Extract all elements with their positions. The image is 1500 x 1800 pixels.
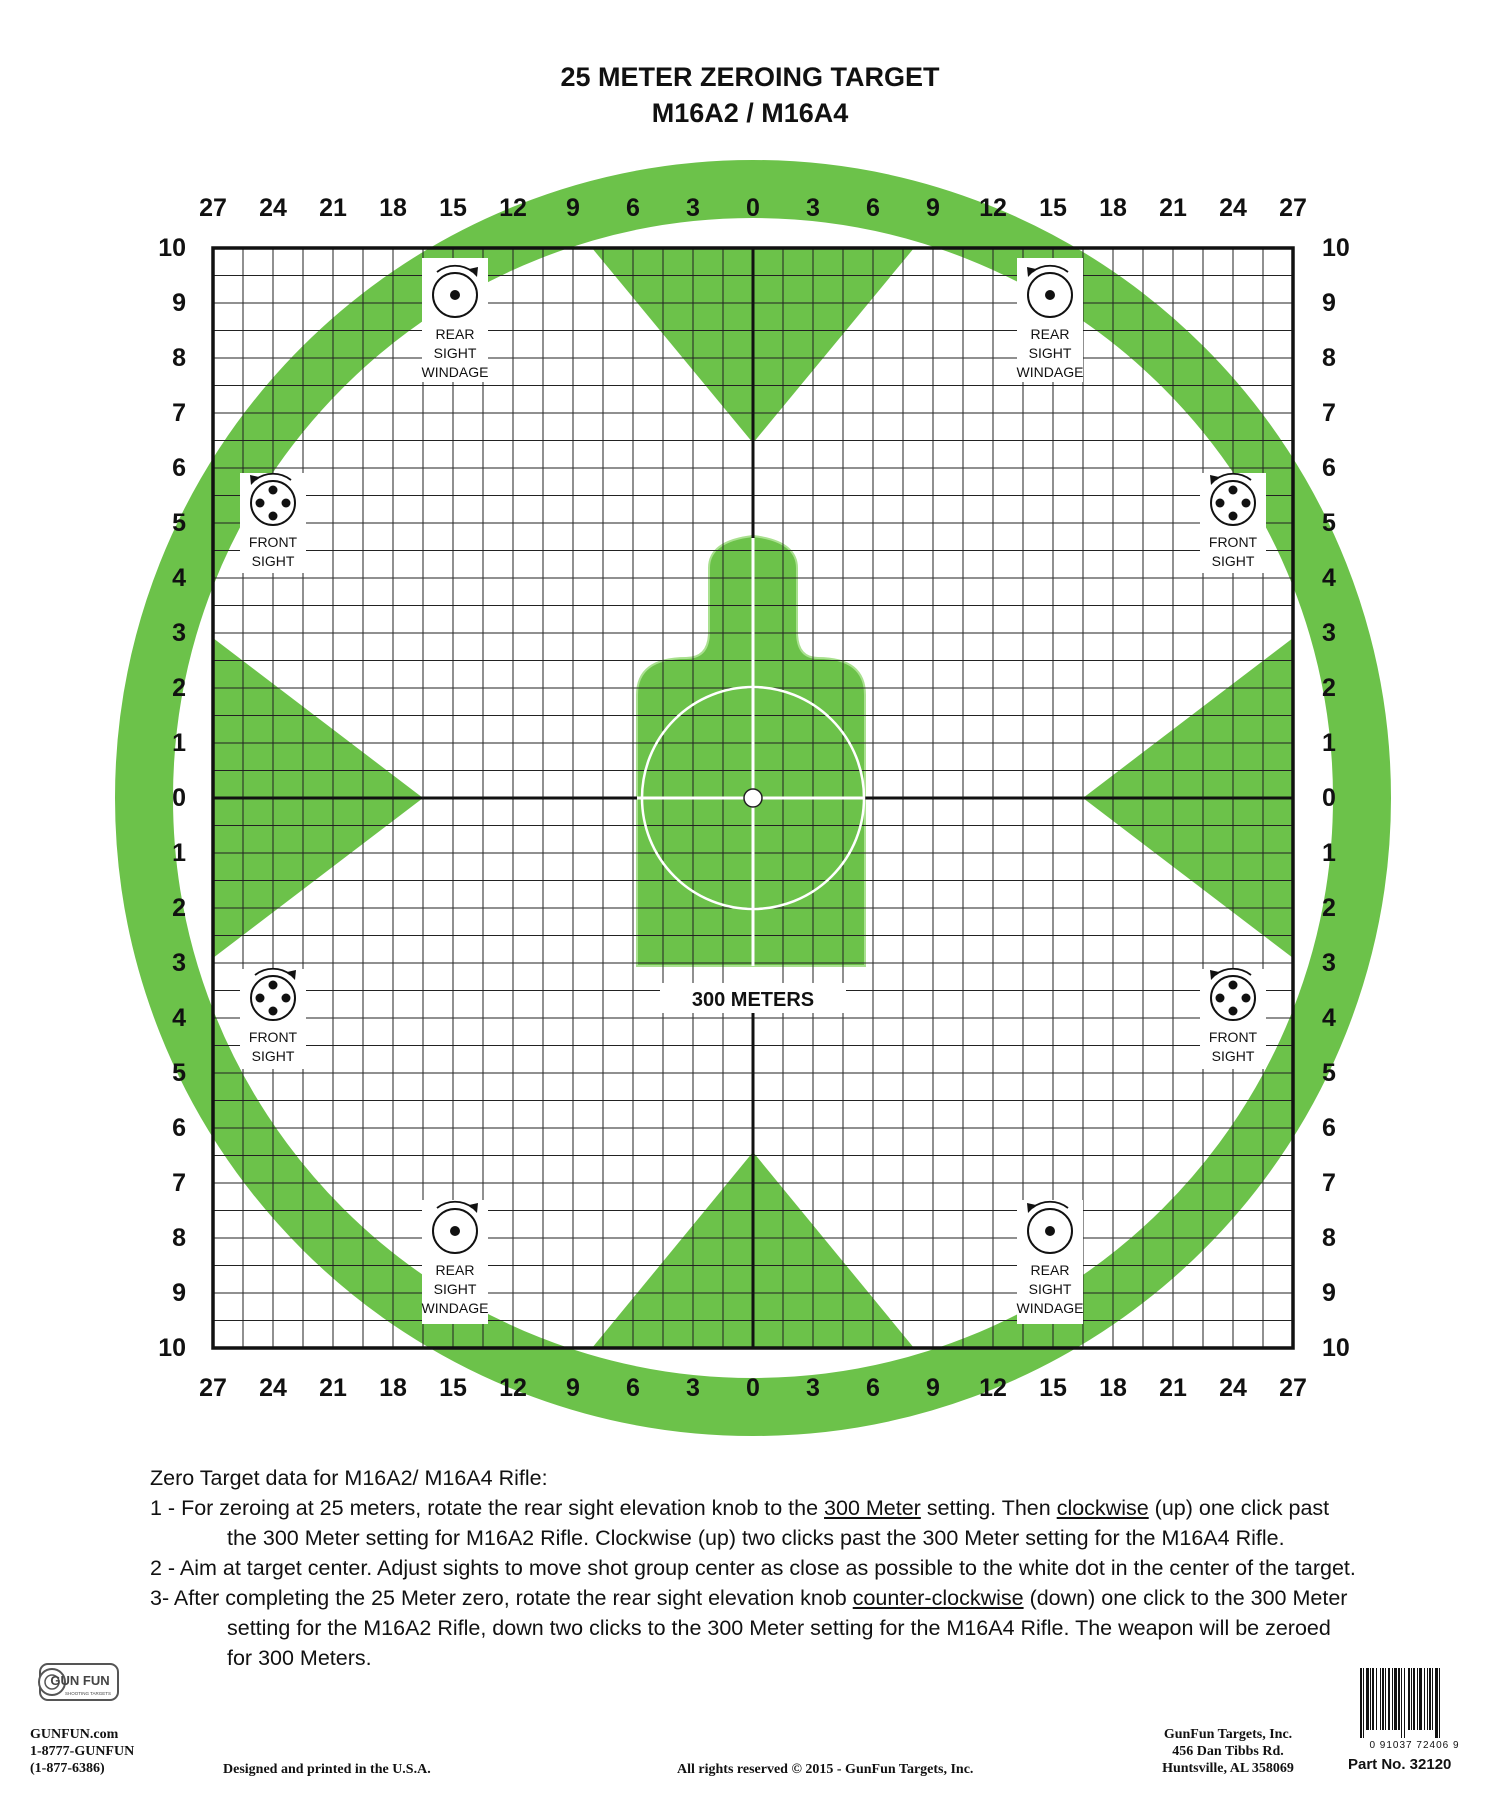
barcode-bar [1417,1668,1418,1730]
y-tick-label: 1 [172,729,186,757]
barcode-bar [1427,1668,1428,1730]
phone-vanity: 1-8777-GUNFUN [30,1744,135,1759]
y-tick-label: 4 [172,1004,186,1032]
y-tick-label: 9 [172,289,186,317]
barcode-bar [1401,1668,1402,1738]
barcode-bar [1429,1668,1431,1730]
x-tick-label: 21 [1159,1374,1187,1402]
x-tick-label: 15 [439,1374,467,1402]
adjuster-label: FRONT [1208,1029,1258,1045]
y-tick-label: 5 [172,1059,186,1087]
contact-block [30,1726,134,1777]
y-tick-label: 7 [1322,1169,1336,1197]
y-tick-label: 1 [172,839,186,867]
y-tick-label: 7 [172,399,186,427]
y-tick-label: 7 [172,1169,186,1197]
barcode-bar [1419,1668,1422,1730]
x-tick-label: 21 [319,194,347,222]
instruction-step-3: 3- After completing the 25 Meter zero, rotate the rear sight elevation knob counter-clockwise (down) one click to the 300 Meter setting for the M16A2 Rifle, down two clicks to the 300 Meter setting for the M16A4 Rifle. The weapon will be zeroed for 300 Meters. [150,1586,1348,1670]
x-tick-label: 9 [566,1374,580,1402]
y-tick-label: 3 [172,949,186,977]
y-tick-label: 6 [1322,454,1336,482]
front-sight-adjuster [1200,969,1266,1069]
x-tick-label: 24 [259,1374,287,1402]
y-tick-label: 8 [1322,344,1336,372]
barcode-bar [1392,1668,1393,1730]
aim-point-dot [744,789,762,807]
instructions [150,1463,1360,1673]
x-tick-label: 0 [746,1374,760,1402]
page-title: 25 METER ZEROING TARGET [560,62,940,92]
y-tick-label: 9 [172,1279,186,1307]
x-tick-label: 18 [1099,1374,1127,1402]
y-tick-label: 3 [1322,949,1336,977]
barcode-bar [1435,1668,1438,1738]
barcode-bar [1398,1668,1400,1730]
barcode-bar [1388,1668,1390,1730]
page-subtitle: M16A2 / M16A4 [651,98,849,128]
adjuster-label: WINDAGE [421,1300,489,1316]
rear-sight-adjuster [422,258,489,382]
adjuster-label: SIGHT [1211,1048,1255,1064]
x-tick-label: 6 [866,1374,880,1402]
adjuster-label: SIGHT [251,1048,295,1064]
adjuster-label: WINDAGE [1016,364,1084,380]
made-in-usa: Designed and printed in the U.S.A. [223,1762,431,1777]
adjuster-label: SIGHT [1211,553,1255,569]
adjuster-label: SIGHT [1028,345,1072,361]
y-tick-label: 10 [158,1334,186,1362]
barcode-bar [1432,1668,1433,1730]
x-tick-label: 3 [686,1374,700,1402]
barcode-bar [1394,1668,1397,1730]
adjuster-label: REAR [1030,326,1070,342]
y-tick-label: 3 [172,619,186,647]
y-tick-label: 2 [1322,674,1336,702]
x-tick-label: 18 [379,1374,407,1402]
adjuster-label: SIGHT [251,553,295,569]
y-tick-label: 5 [1322,509,1336,537]
x-tick-label: 3 [686,194,700,222]
x-tick-label: 6 [626,194,640,222]
y-tick-label: 10 [1322,234,1350,262]
adjuster-label: REAR [1030,1262,1070,1278]
front-sight-adjuster [240,473,306,573]
y-tick-label: 1 [1322,839,1336,867]
barcode-bar [1404,1668,1405,1738]
x-tick-label: 24 [1219,1374,1247,1402]
adjuster-label: FRONT [248,534,298,550]
instruction-step-1: 1 - For zeroing at 25 meters, rotate the rear sight elevation knob to the 300 Meter setting. Then clockwise (up) one click past the 300 Meter setting for M16A2 Rifle. Clockwise (up) two clicks past the 300 Meter setting for the M16A4 Rifle. [150,1496,1330,1550]
y-tick-label: 2 [172,674,186,702]
x-tick-label: 15 [1039,194,1067,222]
instruction-step-2: 2 - Aim at target center. Adjust sights to move shot group center as close as possible to the white dot in the center of the target. [150,1556,1356,1580]
x-tick-label: 6 [866,194,880,222]
barcode-bar [1363,1668,1364,1738]
svg-text:GUN FUN: GUN FUN [50,1673,110,1688]
y-tick-label: 7 [1322,399,1336,427]
barcode-bar [1408,1668,1410,1730]
y-tick-label: 5 [172,509,186,537]
rear-sight-adjuster [1017,1200,1084,1324]
y-tick-label: 9 [1322,1279,1336,1307]
rear-sight-adjuster [1017,258,1084,382]
y-tick-label: 0 [172,784,186,812]
barcode-bar [1366,1668,1369,1730]
barcode-bar [1380,1668,1381,1730]
front-sight-adjuster [1200,473,1266,573]
barcode-digits: 0 91037 72406 9 [1369,1740,1460,1751]
y-tick-label: 6 [172,454,186,482]
x-tick-label: 0 [746,194,760,222]
barcode-bar [1376,1668,1377,1730]
y-tick-label: 10 [158,234,186,262]
x-tick-label: 15 [1039,1374,1067,1402]
adjuster-label: FRONT [1208,534,1258,550]
barcode-bar [1370,1668,1371,1730]
y-tick-label: 1 [1322,729,1336,757]
y-tick-label: 8 [172,1224,186,1252]
y-tick-label: 6 [1322,1114,1336,1142]
copyright: All rights reserved © 2015 - GunFun Targets, Inc. [677,1762,974,1777]
barcode [1358,1668,1466,1738]
adjuster-label: REAR [435,326,475,342]
x-tick-label: 27 [1279,194,1307,222]
x-tick-label: 21 [319,1374,347,1402]
company-city: Huntsville, AL 358069 [1162,1761,1294,1776]
barcode-bar [1385,1668,1386,1730]
company-name: GunFun Targets, Inc. [1163,1727,1293,1742]
x-tick-label: 27 [199,194,227,222]
barcode-bar [1424,1668,1425,1730]
barcode-bar [1382,1668,1384,1730]
y-tick-label: 4 [172,564,186,592]
x-tick-label: 18 [1099,194,1127,222]
barcode-bar [1360,1668,1362,1738]
adjuster-label: SIGHT [433,345,477,361]
adjuster-label: WINDAGE [1016,1300,1084,1316]
y-tick-label: 6 [172,1114,186,1142]
x-tick-label: 18 [379,194,407,222]
x-tick-label: 12 [499,1374,527,1402]
rear-sight-adjuster [422,1200,489,1324]
website-link[interactable]: GUNFUN.com [30,1727,119,1742]
part-number: Part No. 32120 [1348,1756,1452,1773]
x-tick-label: 9 [926,1374,940,1402]
x-tick-label: 21 [1159,194,1187,222]
gunfun-logo [30,1658,126,1706]
company-address [1138,1726,1318,1777]
x-tick-label: 12 [979,1374,1007,1402]
x-tick-label: 12 [979,194,1007,222]
y-tick-label: 4 [1322,564,1336,592]
silhouette-label: 300 METERS [691,989,815,1011]
x-tick-label: 27 [1279,1374,1307,1402]
adjuster-label: SIGHT [1028,1281,1072,1297]
y-tick-label: 0 [1322,784,1336,812]
phone-numeric: (1-877-6386) [30,1761,105,1776]
y-tick-label: 5 [1322,1059,1336,1087]
front-sight-adjuster [240,969,306,1069]
x-tick-label: 3 [806,1374,820,1402]
barcode-bar [1411,1668,1412,1730]
x-tick-label: 24 [259,194,287,222]
x-tick-label: 9 [926,194,940,222]
y-tick-label: 3 [1322,619,1336,647]
svg-text:SHOOTING TARGETS: SHOOTING TARGETS [64,1691,112,1696]
x-tick-label: 27 [199,1374,227,1402]
y-tick-label: 4 [1322,1004,1336,1032]
adjuster-label: WINDAGE [421,364,489,380]
x-tick-label: 3 [806,194,820,222]
x-tick-label: 9 [566,194,580,222]
barcode-bar [1439,1668,1440,1738]
instructions-intro: Zero Target data for M16A2/ M16A4 Rifle: [150,1466,548,1490]
barcode-bar [1413,1668,1415,1730]
x-tick-label: 12 [499,194,527,222]
adjuster-label: SIGHT [433,1281,477,1297]
y-tick-label: 8 [172,344,186,372]
x-tick-label: 15 [439,194,467,222]
adjuster-label: REAR [435,1262,475,1278]
x-tick-label: 24 [1219,194,1247,222]
adjuster-label: FRONT [248,1029,298,1045]
y-tick-label: 2 [172,894,186,922]
y-tick-label: 2 [1322,894,1336,922]
y-tick-label: 8 [1322,1224,1336,1252]
y-tick-label: 10 [1322,1334,1350,1362]
barcode-bar [1372,1668,1374,1730]
x-tick-label: 6 [626,1374,640,1402]
y-tick-label: 9 [1322,289,1336,317]
company-street: 456 Dan Tibbs Rd. [1172,1744,1284,1759]
